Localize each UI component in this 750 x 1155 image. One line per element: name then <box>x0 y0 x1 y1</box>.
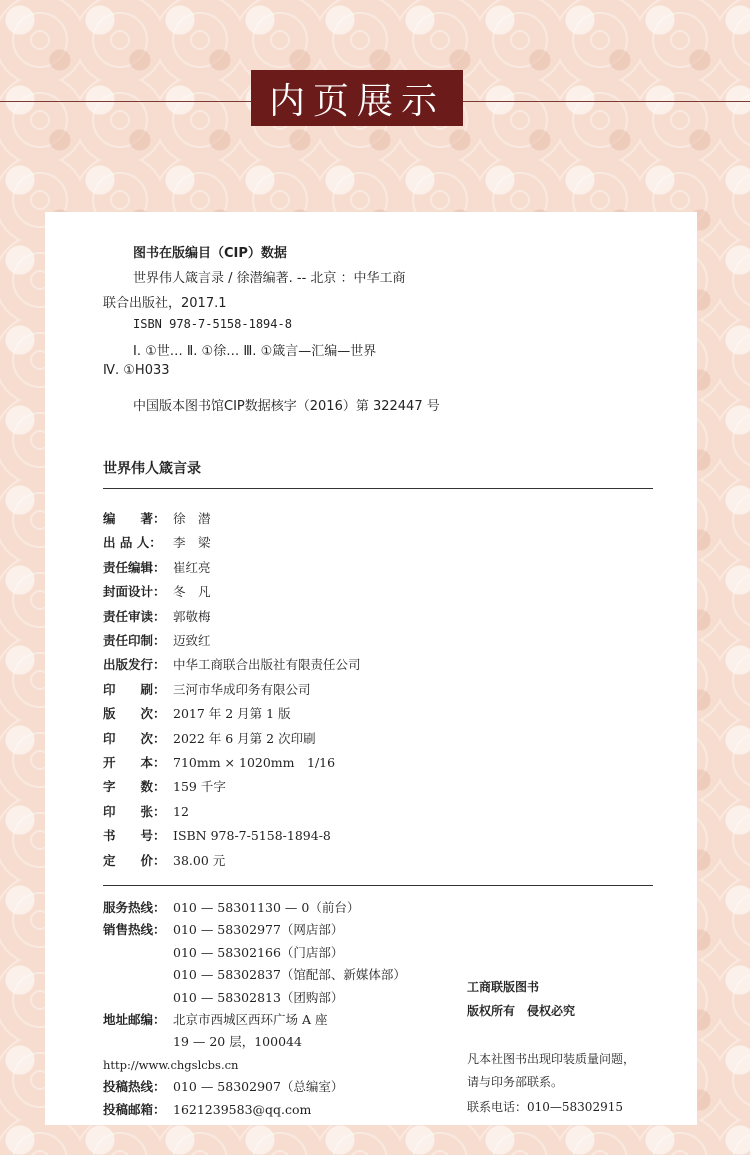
email-value: 1621239583@qq.com <box>173 1101 312 1117</box>
sales-value: 010 — 58302166（门店部） <box>173 944 344 960</box>
detail-row <box>103 824 361 848</box>
divider <box>103 885 653 886</box>
website-url: http://www.chgslcbs.cn <box>103 1057 239 1072</box>
detail-value: 郭敬梅 <box>173 608 211 624</box>
section-banner: 内页展示 <box>251 70 463 126</box>
cip-heading: 图书在版编目（CIP）数据 <box>133 246 287 261</box>
detail-label: 书 号： <box>103 828 166 844</box>
divider <box>103 488 653 489</box>
cip-line: 世界伟人箴言录 / 徐潜编著. -- 北京 ：中华工商 <box>133 271 406 286</box>
detail-value: 李 梁 <box>173 535 211 551</box>
detail-value: 三河市华成印务有限公司 <box>173 681 311 697</box>
detail-row <box>103 531 361 555</box>
detail-label: 责任审读： <box>103 608 166 624</box>
detail-row <box>103 678 361 702</box>
cip-isbn: ISBN 978-7-5158-1894-8 <box>133 317 292 331</box>
phone-note: 联系电话：010—58302915 <box>467 1100 623 1114</box>
detail-label: 编 著： <box>103 511 166 526</box>
detail-label: 印 刷： <box>103 681 166 697</box>
detail-label: 出 品 人： <box>103 535 162 551</box>
detail-row <box>103 849 361 873</box>
cip-number: 中国版本图书馆CIP数据核字（2016）第 322447 号 <box>133 399 440 414</box>
submission-value: 010 — 58302907（总编室） <box>173 1079 344 1095</box>
quality-note: 凡本社图书出现印装质量问题， <box>467 1052 636 1066</box>
detail-value: 冬 凡 <box>173 584 211 600</box>
address-value: 19 — 20 层，100044 <box>173 1034 302 1050</box>
detail-value: 710mm × 1020mm 1/16 <box>173 755 336 771</box>
detail-value: 2022 年 6 月第 2 次印刷 <box>173 730 316 746</box>
cip-line: Ⅰ. ①世… Ⅱ. ①徐… Ⅲ. ①箴言—汇编—世界 <box>133 344 377 359</box>
detail-label: 出版发行： <box>103 657 166 673</box>
detail-label: 印 次： <box>103 730 166 746</box>
contact-block <box>103 897 406 1121</box>
detail-row <box>103 629 361 653</box>
service-value: 010 — 58301130 — 0（前台） <box>173 900 360 915</box>
cip-line: Ⅳ. ①H033 <box>103 363 170 378</box>
detail-row <box>103 580 361 604</box>
cip-line: 联合出版社，2017.1 <box>103 296 227 311</box>
book-details <box>103 507 361 873</box>
book-title: 世界伟人箴言录 <box>103 461 201 477</box>
detail-value: 徐 潜 <box>173 511 211 526</box>
detail-row <box>103 751 361 775</box>
copyright-page <box>45 212 697 1125</box>
service-label: 服务热线： <box>103 900 166 915</box>
sales-value: 010 — 58302837（馆配部、新媒体部） <box>173 967 406 983</box>
detail-label: 版 次： <box>103 706 166 722</box>
email-label: 投稿邮箱： <box>103 1101 166 1117</box>
detail-label: 责任印制： <box>103 633 166 649</box>
detail-label: 印 张： <box>103 803 166 819</box>
detail-value: 38.00 元 <box>173 852 226 868</box>
detail-value: 159 千字 <box>173 779 226 795</box>
submission-label: 投稿热线： <box>103 1079 166 1095</box>
publisher-note: 工商联版图书 <box>467 980 540 994</box>
detail-label: 开 本： <box>103 755 166 771</box>
detail-row <box>103 605 361 629</box>
detail-row <box>103 775 361 799</box>
detail-value: 迈致红 <box>173 633 211 649</box>
detail-row <box>103 702 361 726</box>
detail-label: 定 价： <box>103 852 166 868</box>
address-label: 地址邮编： <box>103 1012 166 1028</box>
detail-value: ISBN 978-7-5158-1894-8 <box>173 828 331 844</box>
detail-value: 中华工商联合出版社有限责任公司 <box>173 657 361 673</box>
address-value: 北京市西城区西环广场 A 座 <box>173 1012 328 1028</box>
detail-row <box>103 507 361 531</box>
detail-label: 封面设计： <box>103 584 166 600</box>
detail-row <box>103 556 361 580</box>
detail-row <box>103 727 361 751</box>
detail-label: 责任编辑： <box>103 559 166 575</box>
rights-note: 版权所有 侵权必究 <box>467 1004 576 1018</box>
detail-label: 字 数： <box>103 779 166 795</box>
detail-value: 2017 年 2 月第 1 版 <box>173 706 291 722</box>
sales-label: 销售热线： <box>103 922 166 938</box>
detail-value: 崔红亮 <box>173 559 211 575</box>
quality-note: 请与印务部联系。 <box>467 1075 564 1089</box>
sales-value: 010 — 58302977（网店部） <box>173 922 344 938</box>
detail-row <box>103 800 361 824</box>
sales-value: 010 — 58302813（团购部） <box>173 989 344 1005</box>
detail-row <box>103 653 361 677</box>
detail-value: 12 <box>173 803 189 819</box>
